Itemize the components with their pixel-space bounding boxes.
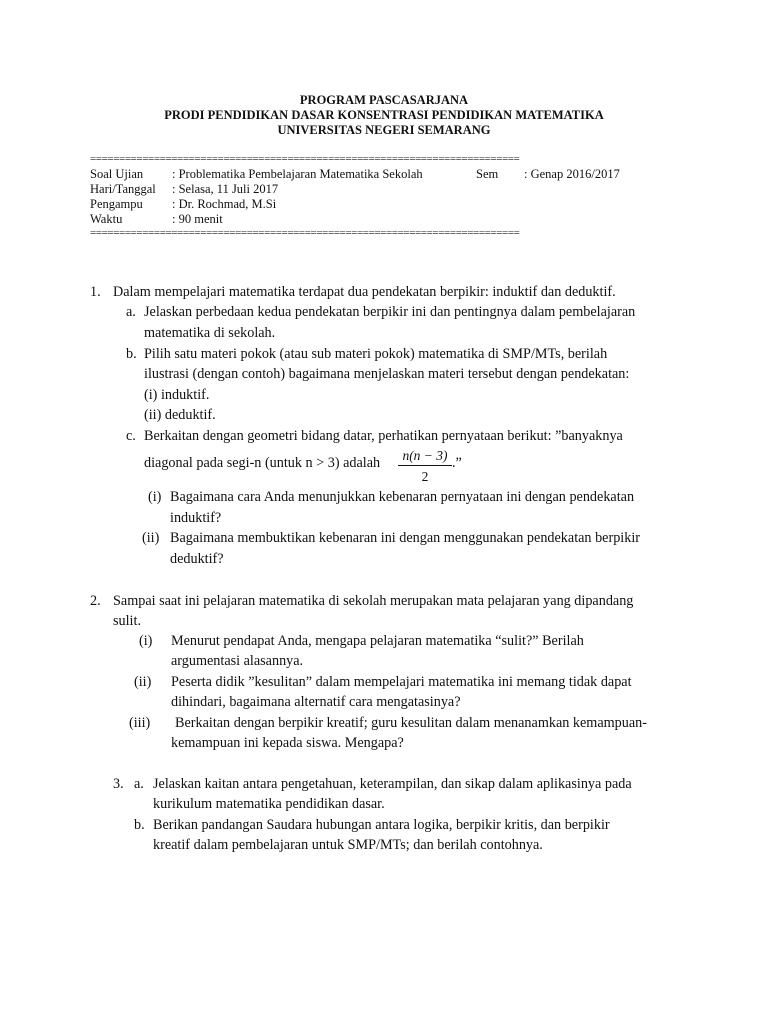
soal-label: Soal Ujian bbox=[90, 167, 144, 181]
pengampu-label: Pengampu bbox=[90, 197, 143, 211]
q1c-ii-label: (ii) bbox=[142, 530, 160, 546]
q1a-label: a. bbox=[126, 304, 136, 320]
q1c-line1: Berkaitan dengan geometri bidang datar, perhatikan pernyataan berikut: ”banyaknya bbox=[144, 428, 623, 444]
pengampu-value: : Dr. Rochmad, M.Si bbox=[172, 197, 277, 211]
q1c-ii-line1: Bagaimana membuktikan kebenaran ini dengan menggunakan pendekatan berpikir bbox=[170, 530, 640, 546]
q1b-line2: ilustrasi (dengan contoh) bagaimana menjelaskan materi tersebut dengan pendekatan: bbox=[144, 366, 630, 382]
q2-i-line2: argumentasi alasannya. bbox=[171, 653, 304, 669]
q1c-line2-end: .” bbox=[452, 455, 462, 471]
header-line-university: UNIVERSITAS NEGERI SEMARANG bbox=[277, 123, 491, 137]
q2-iii-line2: kemampuan ini kepada siswa. Mengapa? bbox=[171, 735, 404, 751]
soal-value: : Problematika Pembelajaran Matematika Sekolah bbox=[172, 167, 423, 181]
q3a-label: a. bbox=[134, 776, 144, 792]
q1a-line2: matematika di sekolah. bbox=[144, 325, 276, 341]
q2-i-line1: Menurut pendapat Anda, mengapa pelajaran matematika “sulit?” Berilah bbox=[171, 633, 584, 649]
q1-number: 1. bbox=[90, 284, 101, 300]
q3b-line2: kreatif dalam pembelajaran untuk SMP/MTs; dan berilah contohnya. bbox=[153, 837, 543, 853]
hari-label: Hari/Tanggal bbox=[90, 182, 156, 196]
q1c-i-label: (i) bbox=[148, 489, 162, 505]
q2-iii-label: (iii) bbox=[129, 715, 151, 731]
q3b-label: b. bbox=[134, 817, 145, 833]
q2-ii-line2: dihindari, bagaimana alternatif cara mengatasinya? bbox=[171, 694, 461, 710]
q1b-label: b. bbox=[126, 346, 137, 362]
q3a-line2: kurikulum matematika pendidikan dasar. bbox=[153, 796, 385, 812]
q2-i-label: (i) bbox=[139, 633, 153, 649]
q2-line1: Sampai saat ini pelajaran matematika di sekolah merupakan mata pelajaran yang dipandang bbox=[113, 593, 634, 609]
header-line-prodi: PRODI PENDIDIKAN DASAR KONSENTRASI PENDIDIKAN MATEMATIKA bbox=[164, 108, 604, 122]
q1b-line1: Pilih satu materi pokok (atau sub materi pokok) matematika di SMP/MTs, berilah bbox=[144, 346, 608, 362]
q1c-line2: diagonal pada segi-n (untuk n > 3) adalah bbox=[144, 455, 381, 471]
hari-value: : Selasa, 11 Juli 2017 bbox=[172, 182, 279, 196]
q1c-i-line1: Bagaimana cara Anda menunjukkan kebenaran pernyataan ini dengan pendekatan bbox=[170, 489, 635, 505]
q2-line2: sulit. bbox=[113, 613, 141, 629]
q1c-i-line2: induktif? bbox=[170, 510, 222, 526]
q1c-ii-line2: deduktif? bbox=[170, 551, 224, 567]
q2-ii-label: (ii) bbox=[134, 674, 152, 690]
sem-label: Sem bbox=[476, 167, 499, 181]
sem-value: : Genap 2016/2017 bbox=[524, 167, 620, 181]
q2-number: 2. bbox=[90, 593, 101, 609]
q3b-line1: Berikan pandangan Saudara hubungan antara logika, berpikir kritis, dan berpikir bbox=[153, 817, 610, 833]
formula-denominator: 2 bbox=[421, 469, 429, 484]
formula-numerator: n(n − 3) bbox=[398, 448, 452, 466]
q1a-line1: Jelaskan perbedaan kedua pendekatan berpikir ini dan pentingnya dalam pembelajaran bbox=[144, 304, 636, 320]
q2-ii-line1: Peserta didik ”kesulitan” dalam mempelajari matematika ini memang tidak dapat bbox=[171, 674, 632, 690]
q3a-line1: Jelaskan kaitan antara pengetahuan, keterampilan, dan sikap dalam aplikasinya pada bbox=[153, 776, 632, 792]
header-line-program: PROGRAM PASCASARJANA bbox=[299, 93, 469, 107]
q1-text: Dalam mempelajari matematika terdapat dua pendekatan berpikir: induktif dan deduktif. bbox=[113, 284, 616, 300]
waktu-label: Waktu bbox=[90, 212, 123, 226]
divider-bottom: ========================================================================== bbox=[90, 227, 520, 239]
q1b-item-ii: (ii) deduktif. bbox=[144, 407, 216, 423]
divider-top: ========================================================================== bbox=[90, 153, 520, 165]
diagonal-formula bbox=[398, 448, 452, 485]
q3-number: 3. bbox=[113, 776, 124, 792]
q1b-item-i: (i) induktif. bbox=[144, 387, 210, 403]
q2-iii-line1: Berkaitan dengan berpikir kreatif; guru kesulitan dalam menanamkan kemampuan- bbox=[175, 715, 647, 731]
q1c-label: c. bbox=[126, 428, 136, 444]
waktu-value: : 90 menit bbox=[172, 212, 223, 226]
